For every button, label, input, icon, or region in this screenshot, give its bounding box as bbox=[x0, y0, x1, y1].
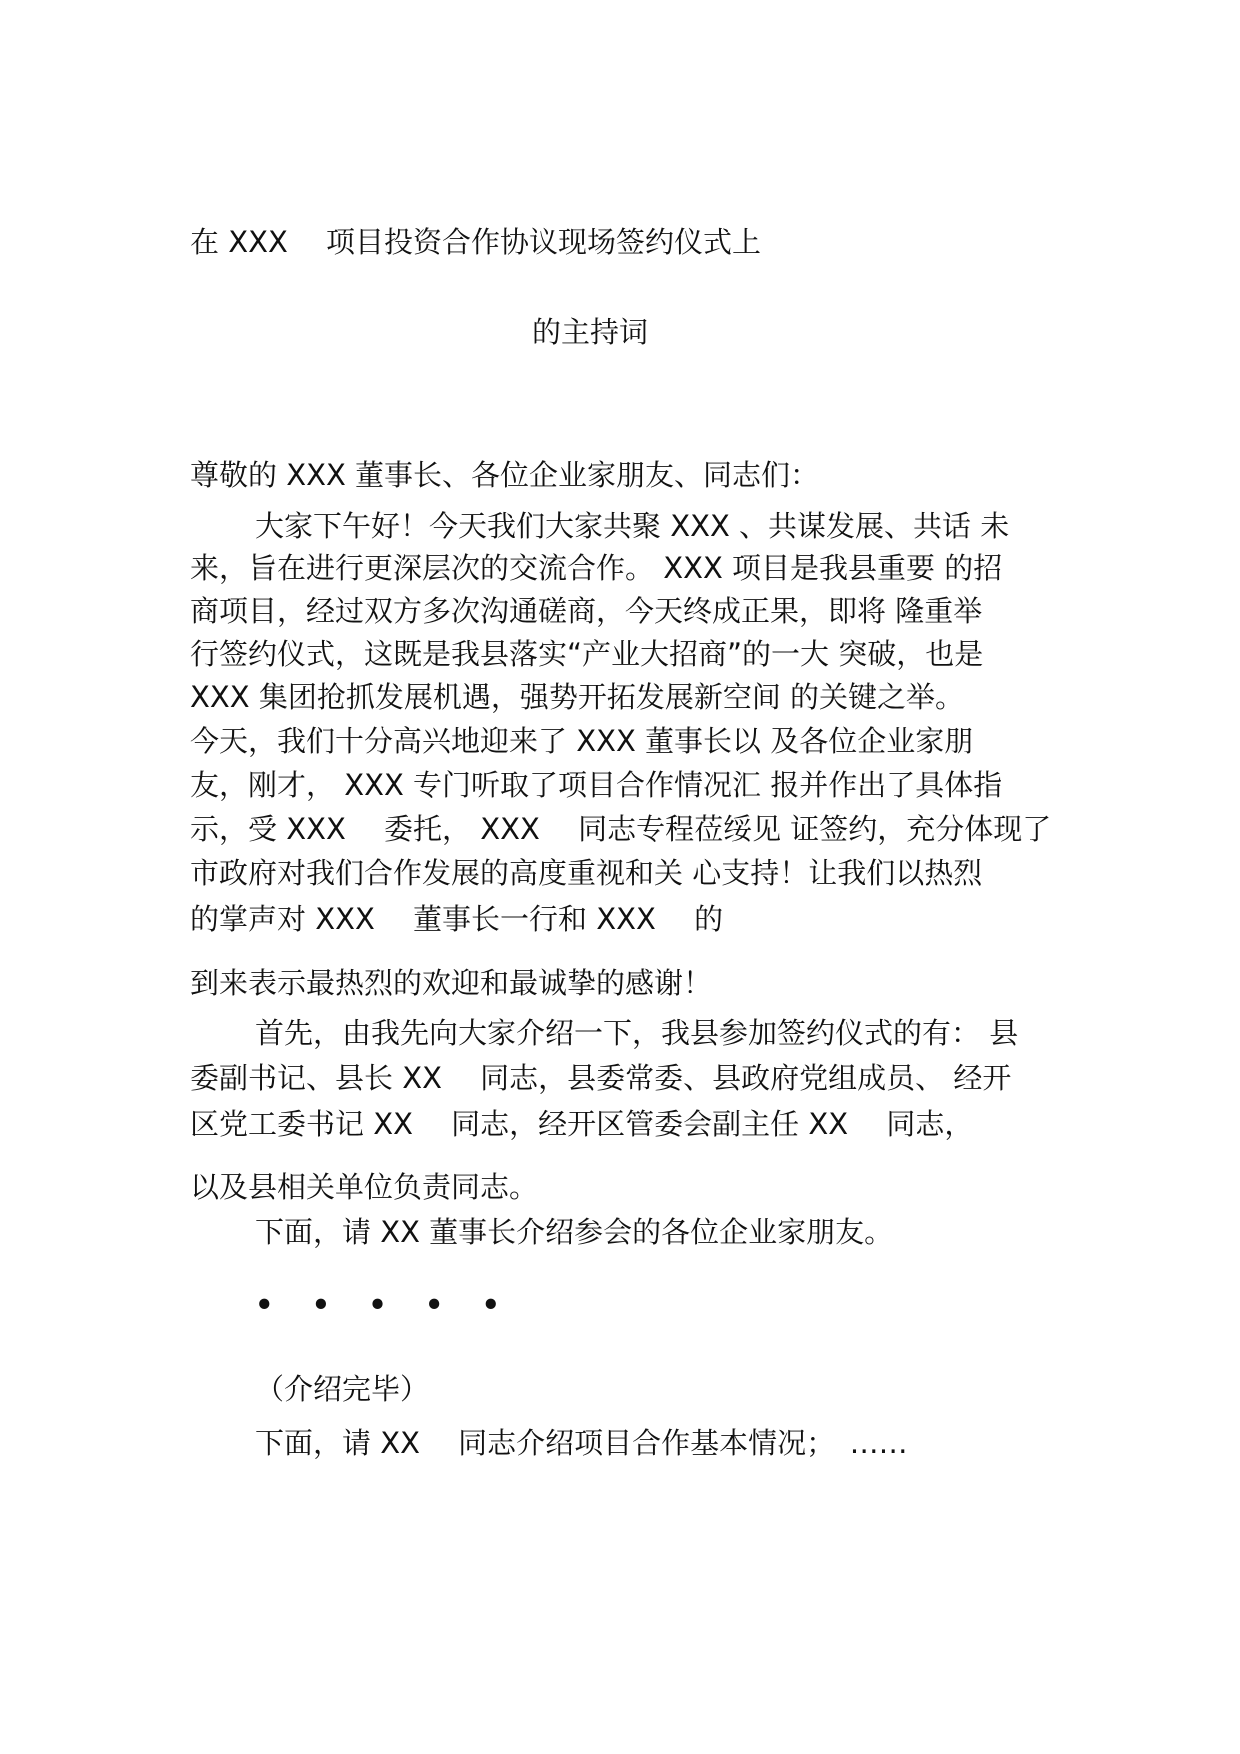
paragraph-1-line-3: 商项目，经过双方多次沟通磋商，今天终成正果，即将 隆重举 bbox=[190, 594, 983, 628]
paragraph-2-line-1: 首先，由我先向大家介绍一下，我县参加签约仪式的有： 县 bbox=[255, 1016, 1019, 1050]
ellipsis-dots: • • • • • bbox=[255, 1288, 515, 1322]
paragraph-1-line-6: 今天，我们十分高兴地迎来了 XXX 董事长以 及各位企业家朋 bbox=[190, 724, 974, 758]
paragraph-2-line-3: 区党工委书记 XX 同志，经开区管委会副主任 XX 同志， bbox=[190, 1107, 974, 1141]
paragraph-1-line-7: 友，刚才， XXX 专门听取了项目合作情况汇 报并作出了具体指 bbox=[190, 768, 1003, 802]
paragraph-2-line-2: 委副书记、县长 XX 同志，县委常委、县政府党组成员、 经开 bbox=[190, 1061, 1012, 1095]
title-line-1: 在 XXX 项目投资合作协议现场签约仪式上 bbox=[190, 225, 762, 259]
paragraph-1-line-10: 的掌声对 XXX 董事长一行和 XXX 的 bbox=[190, 902, 724, 936]
paragraph-1-line-2: 来，旨在进行更深层次的交流合作。 XXX 项目是我县重要 的招 bbox=[190, 551, 1003, 585]
paragraph-1-tail: 到来表示最热烈的欢迎和最诚挚的感谢！ bbox=[190, 966, 713, 1000]
paragraph-1-line-4: 行签约仪式，这既是我县落实“产业大招商”的一大 突破，也是 bbox=[190, 637, 984, 671]
paragraph-4: 下面，请 XX 同志介绍项目合作基本情况； …… bbox=[255, 1426, 908, 1460]
title-line-2: 的主持词 bbox=[531, 315, 648, 349]
paragraph-1-line-9: 市政府对我们合作发展的高度重视和关 心支持！让我们以热烈 bbox=[190, 856, 983, 890]
paragraph-3: 下面，请 XX 董事长介绍参会的各位企业家朋友。 bbox=[255, 1215, 894, 1249]
intro-done-note: （介绍完毕） bbox=[255, 1372, 430, 1406]
salutation: 尊敬的 XXX 董事长、各位企业家朋友、同志们： bbox=[190, 458, 820, 492]
paragraph-1-line-8: 示，受 XXX 委托， XXX 同志专程莅绥见 证签约，充分体现了 bbox=[190, 812, 1052, 846]
paragraph-2-tail: 以及县相关单位负责同志。 bbox=[190, 1170, 539, 1204]
paragraph-1-line-1: 大家下午好！今天我们大家共聚 XXX 、共谋发展、共话 未 bbox=[255, 509, 1010, 543]
paragraph-1-line-5: XXX 集团抢抓发展机遇，强势开拓发展新空间 的关键之举。 bbox=[190, 680, 965, 714]
